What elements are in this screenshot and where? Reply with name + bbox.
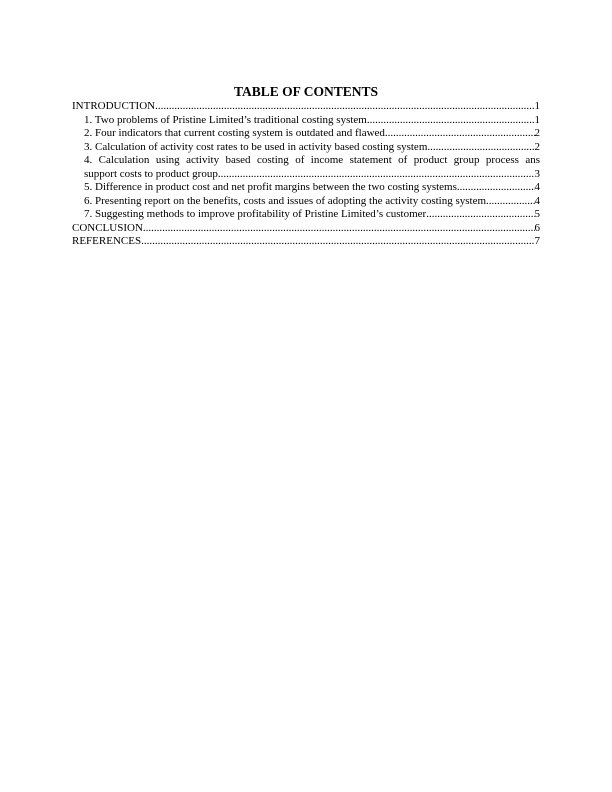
toc-page-number: 1: [534, 113, 540, 126]
toc-entry-introduction[interactable]: [72, 100, 540, 114]
toc-entry-label: 7. Suggesting methods to improve profitability of Pristine Limited’s customer: [84, 208, 427, 220]
toc-entry-conclusion[interactable]: [72, 222, 540, 236]
table-of-contents: [72, 84, 540, 249]
toc-entry-label: 3. Calculation of activity cost rates to be used in activity based costing system: [84, 140, 428, 153]
toc-entry-label: REFERENCES: [72, 235, 142, 247]
toc-page-number: 5: [534, 208, 540, 220]
dot-leader: [218, 168, 535, 182]
toc-entry-section-1[interactable]: [72, 114, 540, 128]
dot-leader: [427, 141, 534, 155]
toc-entry-section-6[interactable]: [72, 195, 540, 209]
toc-entry-label: 5. Difference in product cost and net profit margins between the two costing systems: [84, 181, 457, 193]
toc-page-number: 4: [534, 181, 540, 193]
dot-leader: [385, 127, 535, 141]
dot-leader: [155, 100, 534, 114]
toc-entry-section-4[interactable]: [72, 154, 540, 181]
toc-entry-label: CONCLUSION: [72, 221, 143, 234]
dot-leader: [141, 235, 534, 249]
toc-page-number: 2: [534, 127, 540, 139]
toc-page-number: 4: [534, 194, 540, 207]
toc-page-number: 3: [534, 167, 540, 180]
dot-leader: [457, 181, 535, 195]
toc-page-number: 6: [534, 221, 540, 234]
toc-entry-section-3[interactable]: [72, 141, 540, 155]
toc-page-number: 2: [534, 140, 540, 153]
toc-entry-label: 6. Presenting report on the benefits, costs and issues of adopting the activity costing system.: [84, 194, 489, 207]
toc-entry-label: 1. Two problems of Pristine Limited’s traditional costing system: [84, 113, 367, 126]
toc-entry-line2: [84, 168, 540, 182]
toc-entry-references[interactable]: [72, 235, 540, 249]
toc-entry-label: INTRODUCTION: [72, 100, 156, 112]
toc-entry-section-2[interactable]: [72, 127, 540, 141]
dot-leader: [367, 114, 535, 128]
dot-leader: [426, 208, 534, 222]
toc-page-number: 7: [534, 235, 540, 247]
toc-entry-section-5[interactable]: [72, 181, 540, 195]
dot-leader: [489, 195, 535, 209]
toc-entry-label-line2: support costs to product group: [84, 167, 218, 180]
toc-entry-section-7[interactable]: [72, 208, 540, 222]
toc-title: TABLE OF CONTENTS: [233, 84, 379, 99]
toc-entry-label-line1: 4. Calculation using activity based costing of income statement of product group process ans: [84, 154, 540, 166]
toc-entry-label: 2. Four indicators that current costing system is outdated and flawed: [84, 127, 385, 139]
toc-list: [72, 100, 540, 249]
toc-page-number: 1: [534, 100, 540, 112]
dot-leader: [143, 222, 535, 236]
